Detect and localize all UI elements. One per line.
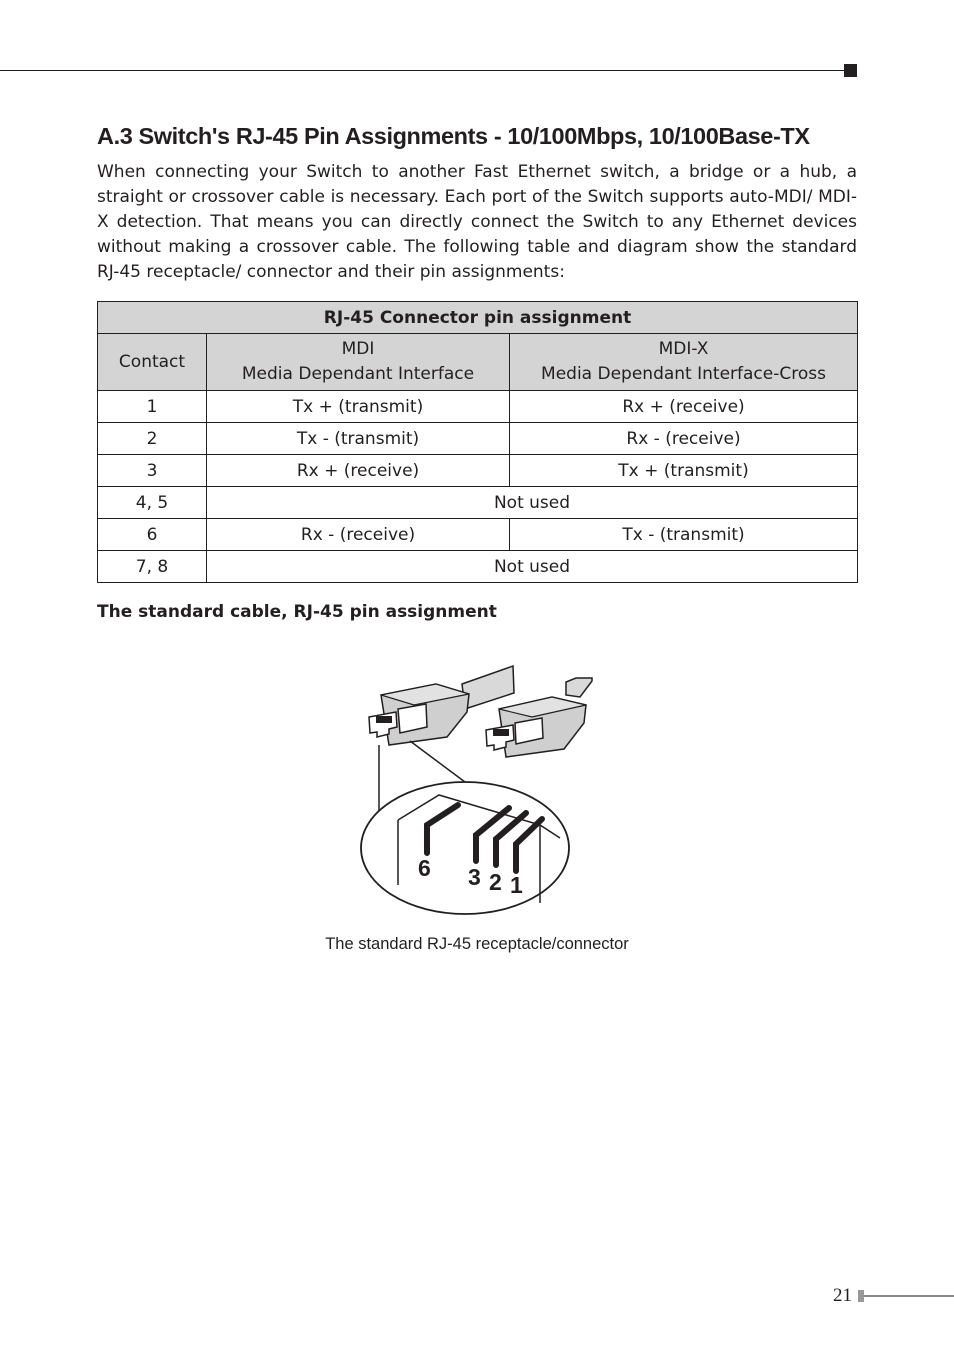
right-cable [566, 678, 592, 697]
header-rule [0, 70, 846, 71]
cell-mdi: Rx + (receive) [207, 455, 510, 487]
header-square-marker [844, 64, 857, 77]
cell-contact: 6 [98, 519, 207, 551]
cell-mdix: Rx - (receive) [510, 423, 858, 455]
pin-label-3: 3 [468, 864, 481, 890]
header-mdi-label: MDI [341, 339, 375, 359]
diagram-caption: The standard RJ-45 receptacle/connector [325, 935, 629, 953]
cell-not-used: Not used [207, 487, 858, 519]
diagram-subheading: The standard cable, RJ-45 pin assignment [97, 602, 497, 622]
header-mdi [207, 334, 510, 391]
cell-mdi: Tx + (transmit) [207, 391, 510, 423]
table-row [98, 391, 858, 423]
leader-line-right [410, 741, 469, 785]
right-plug-contacts [493, 729, 509, 736]
cell-not-used: Not used [207, 551, 858, 583]
table-row [98, 487, 858, 519]
cell-mdix: Rx + (receive) [510, 391, 858, 423]
page-number: 21 [833, 1285, 852, 1306]
zoom-circle [361, 782, 569, 914]
cell-contact: 1 [98, 391, 207, 423]
header-mdix-desc: Media Dependant Interface-Cross [541, 364, 826, 384]
table-row [98, 423, 858, 455]
cell-contact: 4, 5 [98, 487, 207, 519]
cell-contact: 3 [98, 455, 207, 487]
left-cable [462, 666, 514, 709]
intro-paragraph: When connecting your Switch to another Fast Ethernet switch, a bridge or a hub, a straight or crossover cable is necessary. Each port of the Switch supports auto-MDI/ MDI-X detection. That means you can directly connect the Switch to any Ethernet devices without making a crossover cable. The following table and diagram show the standard RJ-45 receptacle/ connector and their pin assignments: [97, 162, 857, 282]
table-header-row [98, 334, 858, 391]
cell-contact: 2 [98, 423, 207, 455]
pin-label-2: 2 [489, 869, 502, 895]
footer-rule [864, 1295, 954, 1297]
header-mdix [510, 334, 858, 391]
pin-assignment-table [97, 301, 858, 583]
header-mdi-desc: Media Dependant Interface [241, 364, 475, 384]
cell-mdix: Tx + (transmit) [510, 455, 858, 487]
cell-contact: 7, 8 [98, 551, 207, 583]
table-title: RJ-45 Connector pin assignment [98, 302, 858, 334]
table-row [98, 519, 858, 551]
header-contact: Contact [98, 334, 207, 391]
left-plug-face [398, 704, 427, 733]
rj45-connector-diagram [340, 655, 610, 920]
table-row [98, 455, 858, 487]
cell-mdi: Rx - (receive) [207, 519, 510, 551]
table-row [98, 551, 858, 583]
cell-mdix: Tx - (transmit) [510, 519, 858, 551]
pin-label-1: 1 [510, 872, 523, 898]
pin-label-6: 6 [418, 855, 431, 881]
cell-mdi: Tx - (transmit) [207, 423, 510, 455]
left-plug-contacts [376, 716, 392, 723]
section-heading: A.3 Switch's RJ-45 Pin Assignments - 10/100Mbps, 10/100Base-TX [97, 123, 810, 149]
header-mdix-label: MDI-X [658, 339, 709, 359]
